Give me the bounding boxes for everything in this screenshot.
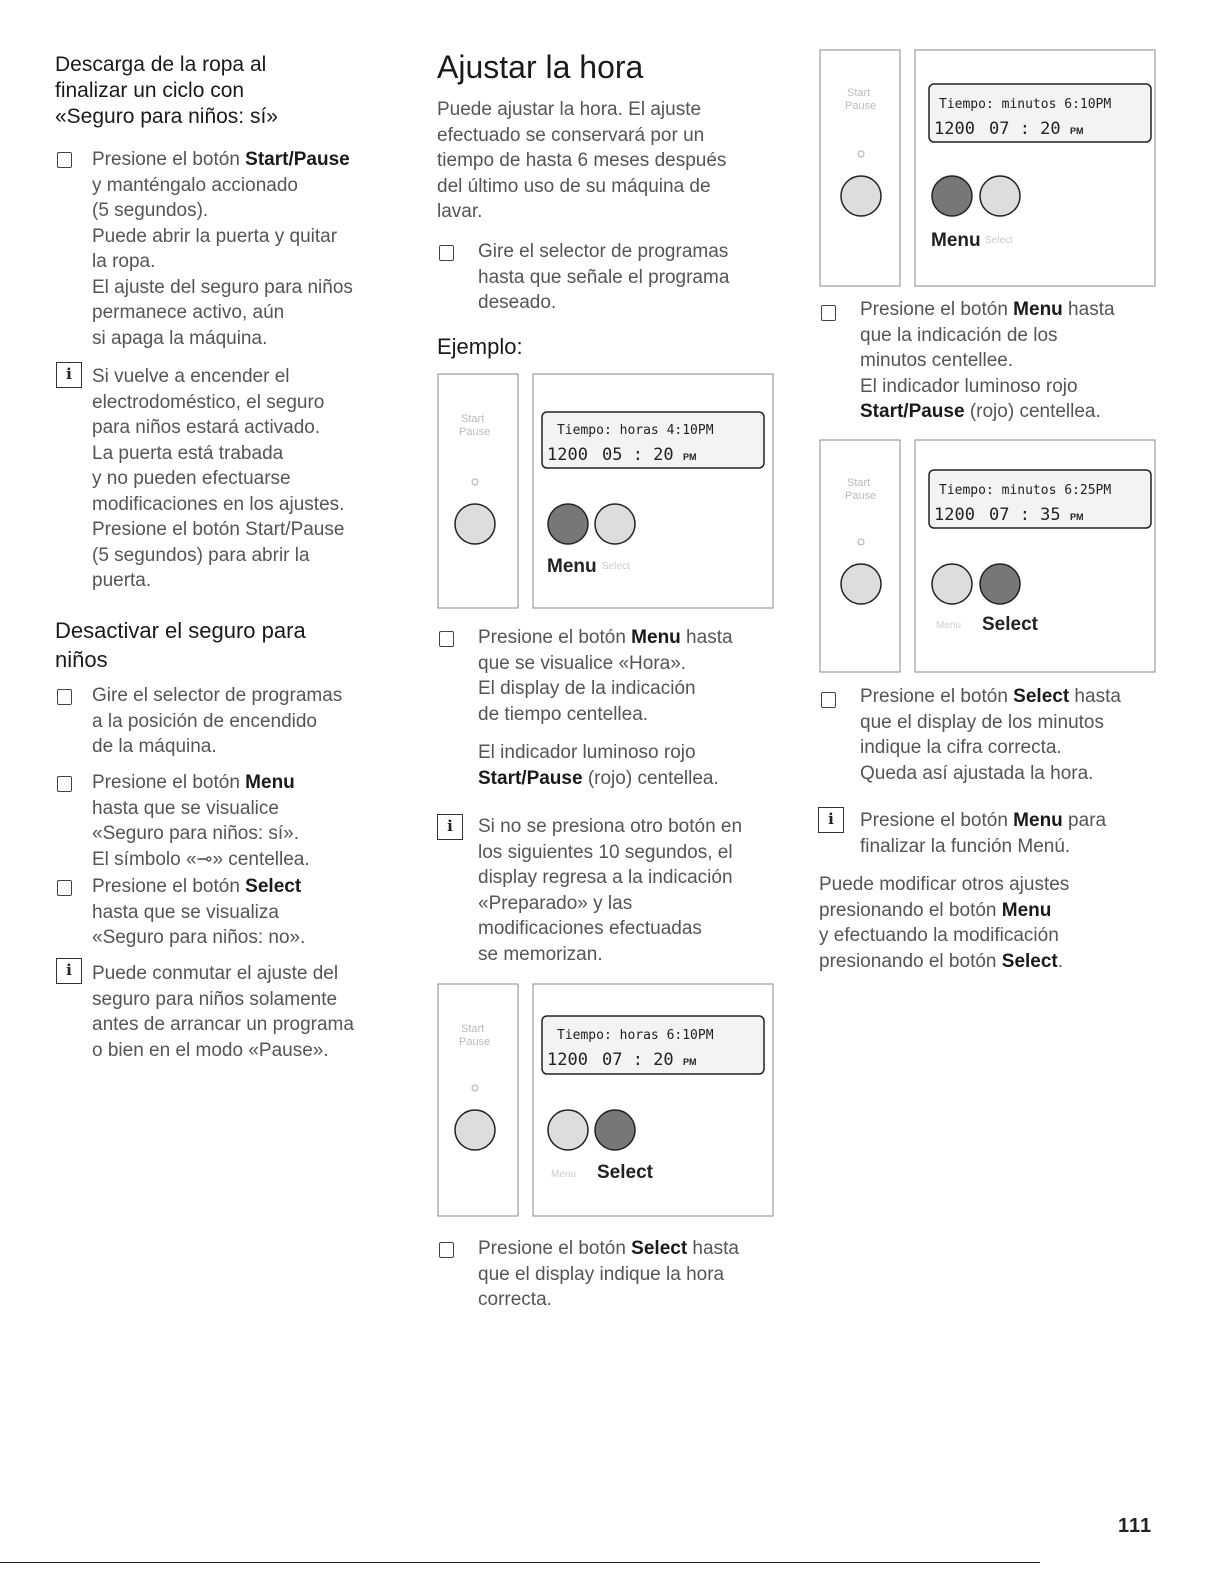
checkbox-icon bbox=[439, 245, 454, 261]
step-min-2: Presione el botón Select hasta que el display de los minutos indique la cifra correcta. Queda así ajustada la hora. bbox=[860, 686, 1121, 784]
page-number: 111 bbox=[1118, 1515, 1153, 1537]
start-pause-button bbox=[455, 504, 495, 544]
menu-button bbox=[548, 504, 588, 544]
lcd-line-3: 07 : 20 bbox=[989, 119, 1061, 139]
pause-label: Pause bbox=[845, 490, 877, 502]
info-icon: i bbox=[818, 807, 844, 833]
menu-button bbox=[932, 176, 972, 216]
lcd-line-3: 05 : 20 bbox=[602, 445, 674, 465]
start-label: Start bbox=[847, 477, 871, 489]
pause-label: Pause bbox=[845, 100, 877, 112]
pause-label: Pause bbox=[459, 426, 491, 438]
lcd-line-2: 1200 bbox=[547, 445, 588, 465]
start-pause-button bbox=[455, 1110, 495, 1150]
step-deactivate-3: Presione el botón Select hasta que se visualiza «Seguro para niños: no». bbox=[92, 876, 306, 948]
start-label: Start bbox=[847, 87, 871, 99]
info-note-menu: Presione el botón Menu para finalizar la función Menú. bbox=[860, 810, 1107, 857]
intro-text: Puede ajustar la hora. El ajuste efectuado se conservará por un tiempo de hasta 6 meses después del último uso de su máquina de lavar. bbox=[437, 99, 727, 222]
outro-text: Puede modificar otros ajustes presionando el botón Menu y efectuando la modificación presionando el botón Select. bbox=[819, 874, 1070, 972]
step-deactivate-1: Gire el selector de programas a la posición de encendido de la máquina. bbox=[92, 685, 343, 757]
control-panel-illustration bbox=[819, 438, 1159, 674]
lcd-line-2: 1200 bbox=[934, 505, 975, 525]
start-label: Start bbox=[461, 1023, 485, 1035]
lcd-line-3: 07 : 20 bbox=[602, 1050, 674, 1070]
step-min-1: Presione el botón Menu hasta que la indicación de los minutos centellee. El indicador luminoso rojo Start/Pause (rojo) centellea. bbox=[860, 299, 1115, 422]
menu-label: Menu bbox=[931, 230, 981, 251]
select-button bbox=[980, 564, 1020, 604]
pause-label: Pause bbox=[459, 1036, 491, 1048]
checkbox-icon bbox=[57, 880, 72, 896]
step-time-3: Presione el botón Select hasta que el display indique la hora correcta. bbox=[478, 1238, 739, 1310]
step-time-2b: El indicador luminoso rojo Start/Pause (rojo) centellea. bbox=[478, 742, 719, 789]
menu-label: Menu bbox=[547, 556, 597, 577]
select-label: Select bbox=[597, 1162, 653, 1183]
example-heading: Ejemplo: bbox=[437, 334, 523, 359]
step-time-1: Gire el selector de programas hasta que señale el programa deseado. bbox=[478, 241, 730, 313]
control-panel-illustration bbox=[819, 48, 1159, 288]
checkbox-icon bbox=[439, 1242, 454, 1258]
bottom-rule bbox=[0, 1562, 1040, 1563]
lcd-line-1: Tiempo: minutos 6:25PM bbox=[939, 483, 1112, 498]
info-icon: i bbox=[437, 814, 463, 840]
control-panel-illustration bbox=[437, 982, 777, 1218]
checkbox-icon bbox=[57, 152, 72, 168]
select-label: Select bbox=[602, 561, 630, 572]
lcd-line-3: 07 : 35 bbox=[989, 505, 1061, 525]
step-unload-1: Presione el botón Start/Pause y manténgalo accionado (5 segundos). Puede abrir la puerta y quitar la ropa. El ajuste del seguro para niños permanece activo, aún si apaga la máquina. bbox=[92, 149, 353, 349]
section-title-deactivate: Desactivar el seguro para niños bbox=[55, 618, 306, 672]
start-label: Start bbox=[461, 413, 485, 425]
checkbox-icon bbox=[439, 631, 454, 647]
menu-button bbox=[932, 564, 972, 604]
info-icon: i bbox=[56, 362, 82, 388]
lcd-pm: PM bbox=[683, 1057, 697, 1067]
start-pause-button bbox=[841, 564, 881, 604]
lcd-line-1: Tiempo: horas 4:10PM bbox=[557, 423, 714, 438]
checkbox-icon bbox=[57, 776, 72, 792]
page-title: Ajustar la hora bbox=[437, 49, 644, 85]
checkbox-icon bbox=[57, 689, 72, 705]
select-label: Select bbox=[985, 235, 1013, 246]
lcd-line-1: Tiempo: horas 6:10PM bbox=[557, 1028, 714, 1043]
select-button bbox=[980, 176, 1020, 216]
menu-label: Menu bbox=[936, 620, 962, 631]
lcd-line-2: 1200 bbox=[547, 1050, 588, 1070]
lcd-line-2: 1200 bbox=[934, 119, 975, 139]
step-deactivate-2: Presione el botón Menu hasta que se visualice «Seguro para niños: sí». El símbolo «⊸» centellea. bbox=[92, 772, 310, 870]
select-label: Select bbox=[982, 614, 1038, 635]
control-panel-illustration bbox=[437, 372, 777, 610]
step-time-2: Presione el botón Menu hasta que se visualice «Hora». El display de la indicación de tiempo centellea. bbox=[478, 627, 733, 725]
info-note-1: Si vuelve a encender el electrodoméstico, el seguro para niños estará activado. La puerta está trabada y no pueden efectuarse modificaciones en los ajustes. Presione el botón Start/Pause (5 segundos) para abrir la puerta. bbox=[92, 366, 345, 591]
lcd-pm: PM bbox=[683, 452, 697, 462]
section-title-unload: Descarga de la ropa al finalizar un ciclo con «Seguro para niños: sí» bbox=[55, 53, 278, 128]
lcd-pm: PM bbox=[1070, 126, 1084, 136]
checkbox-icon bbox=[821, 692, 836, 708]
info-note-2: Puede conmutar el ajuste del seguro para niños solamente antes de arrancar un programa o bien en el modo «Pause». bbox=[92, 963, 354, 1061]
lcd-line-1: Tiempo: minutos 6:10PM bbox=[939, 97, 1112, 112]
checkbox-icon bbox=[821, 305, 836, 321]
select-button bbox=[595, 504, 635, 544]
select-button bbox=[595, 1110, 635, 1150]
info-note-time: Si no se presiona otro botón en los siguientes 10 segundos, el display regresa a la indicación «Preparado» y las modificaciones efectuadas se memorizan. bbox=[478, 816, 743, 965]
lcd-pm: PM bbox=[1070, 512, 1084, 522]
menu-button bbox=[548, 1110, 588, 1150]
menu-label: Menu bbox=[551, 1169, 577, 1180]
info-icon: i bbox=[56, 958, 82, 984]
start-pause-button bbox=[841, 176, 881, 216]
